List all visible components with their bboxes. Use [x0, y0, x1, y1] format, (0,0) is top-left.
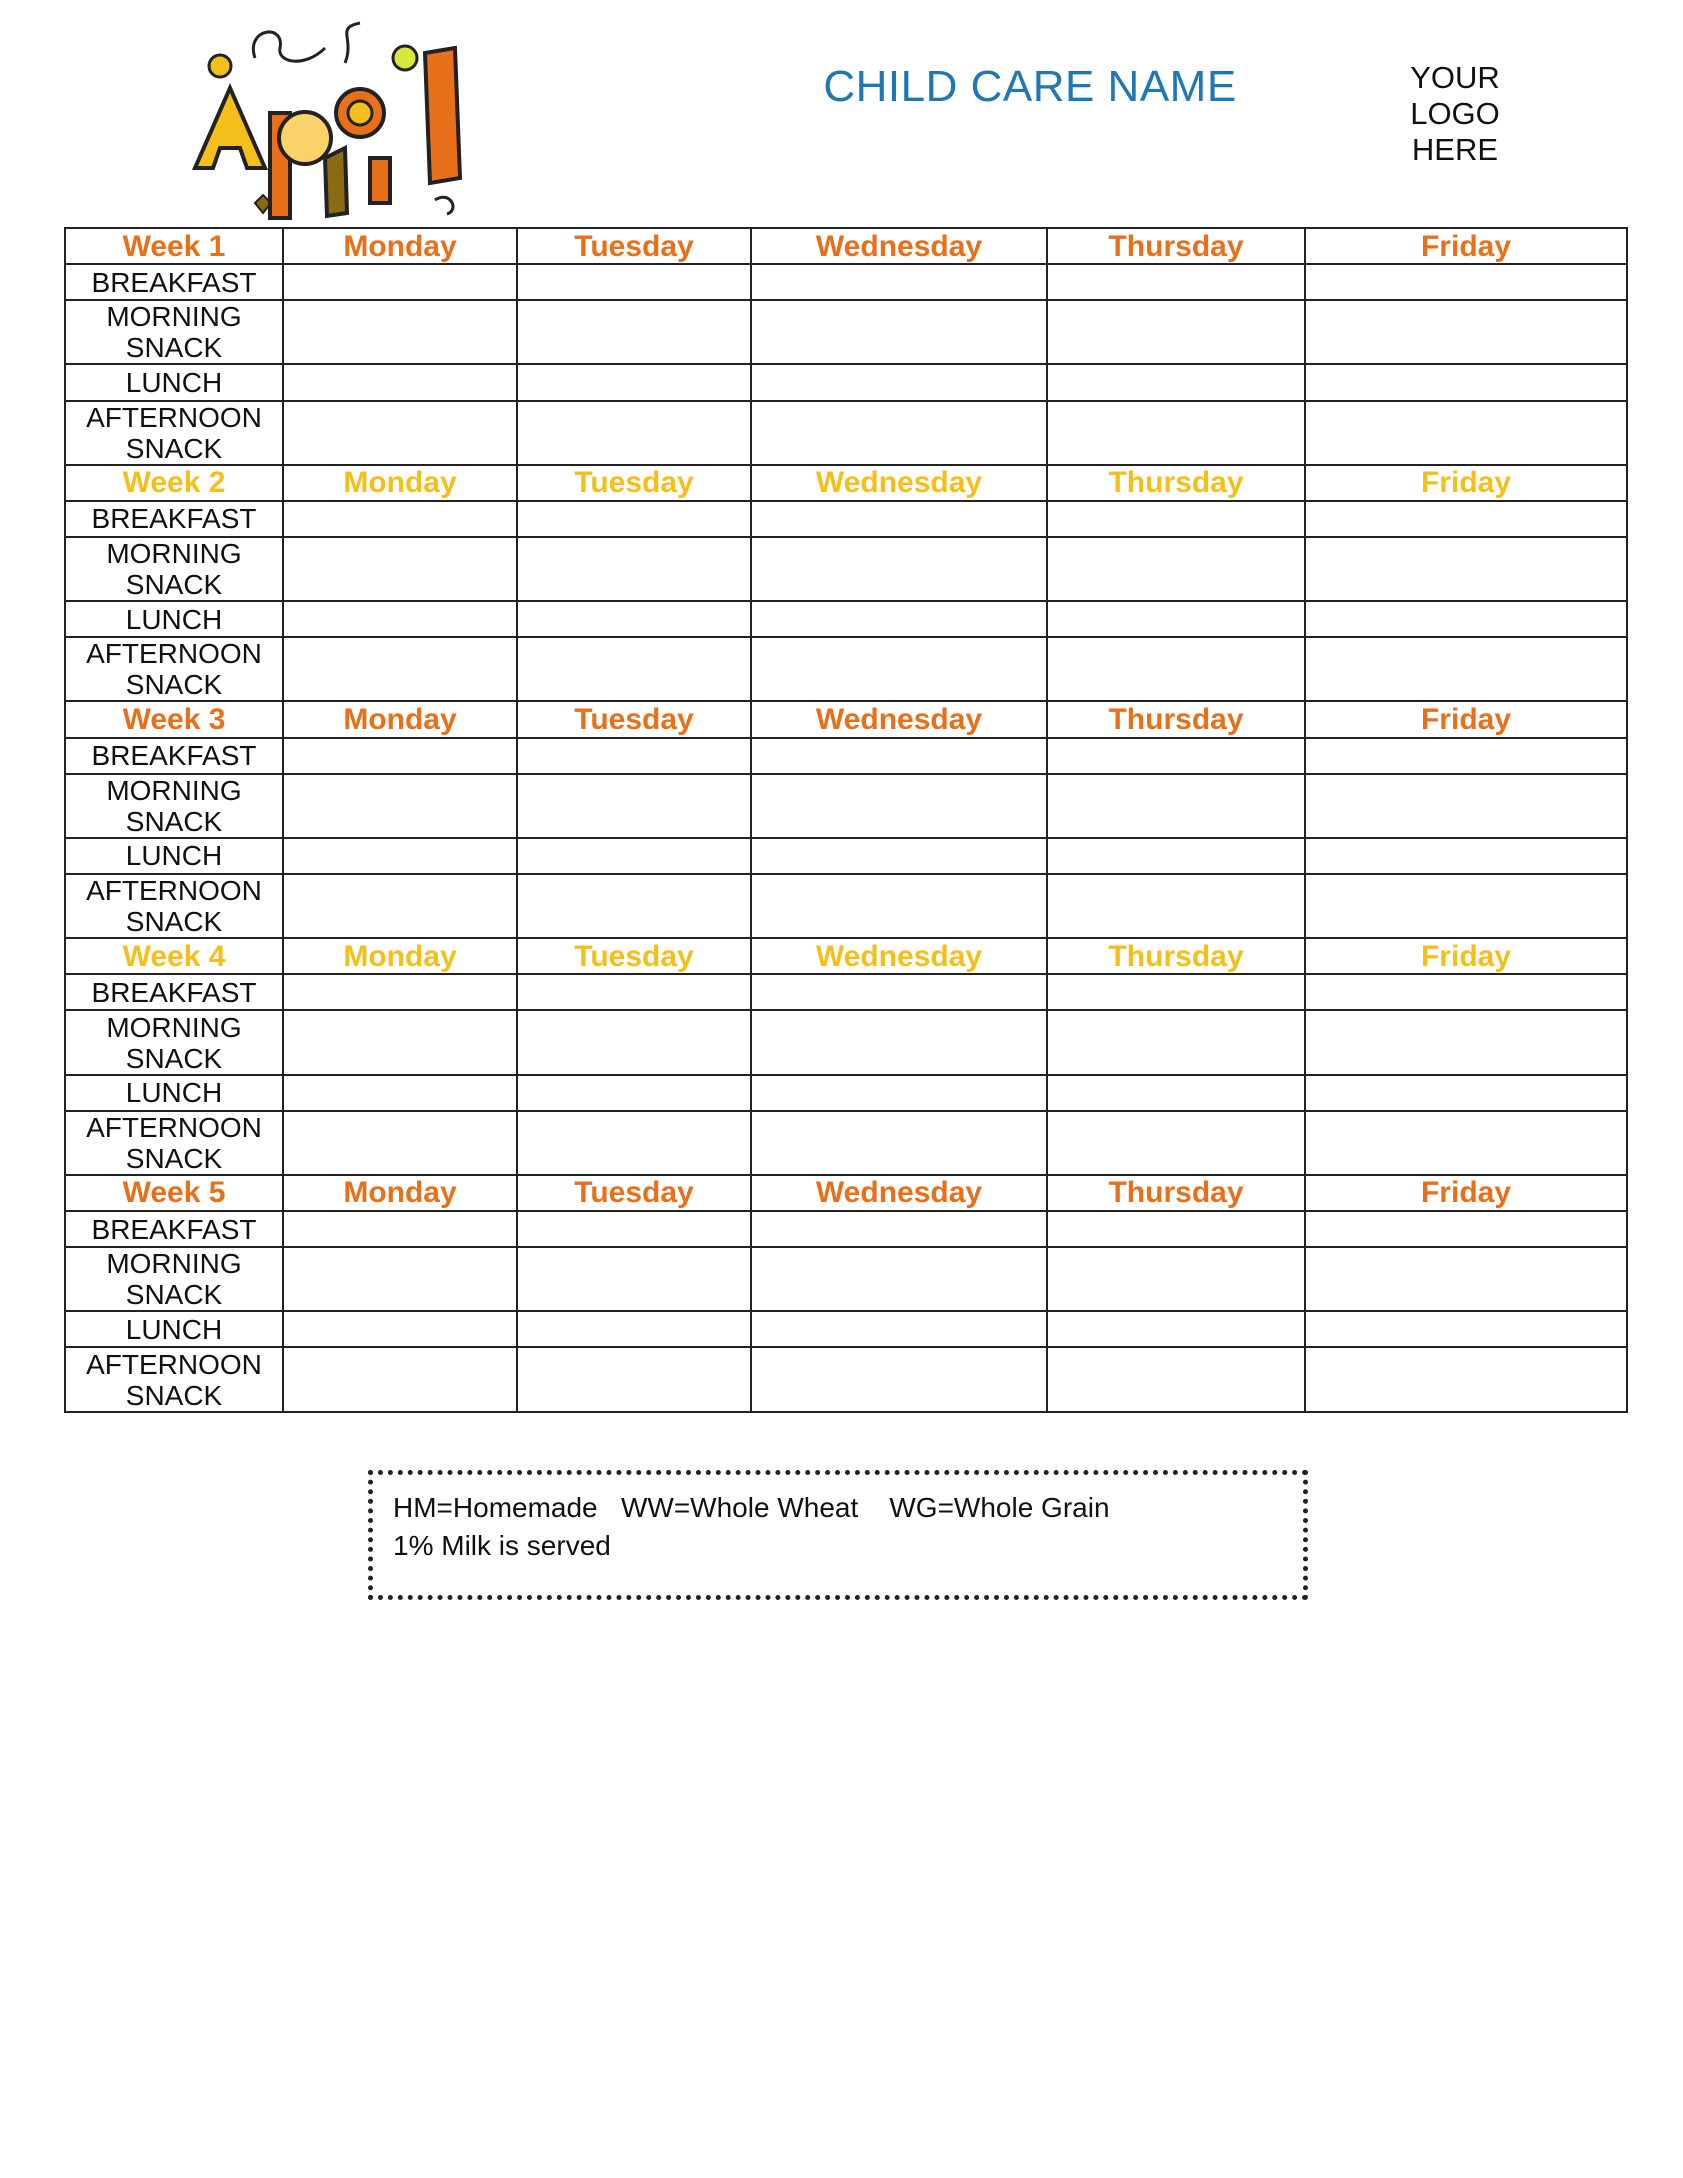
menu-cell[interactable] [517, 974, 751, 1010]
menu-cell[interactable] [1047, 974, 1305, 1010]
day-header: Tuesday [517, 938, 751, 974]
meal-label: LUNCH [65, 838, 283, 874]
meal-row [65, 838, 1627, 874]
meal-label: AFTERNOON SNACK [65, 1347, 283, 1412]
menu-cell[interactable] [1305, 1347, 1627, 1412]
menu-cell[interactable] [1047, 364, 1305, 400]
meal-label: AFTERNOON SNACK [65, 874, 283, 938]
menu-cell[interactable] [751, 1311, 1047, 1347]
menu-cell[interactable] [517, 1111, 751, 1175]
day-header: Monday [283, 465, 517, 501]
day-header: Friday [1305, 1175, 1627, 1211]
menu-cell[interactable] [1305, 364, 1627, 400]
day-header: Tuesday [517, 1175, 751, 1211]
menu-cell[interactable] [1047, 501, 1305, 537]
meal-label: LUNCH [65, 601, 283, 637]
menu-cell[interactable] [1305, 300, 1627, 364]
week-label: Week 3 [65, 701, 283, 737]
menu-cell[interactable] [1047, 1075, 1305, 1111]
week-label: Week 1 [65, 228, 283, 264]
week-header-row [65, 938, 1627, 974]
menu-cell[interactable] [751, 601, 1047, 637]
day-header: Monday [283, 1175, 517, 1211]
meal-label: LUNCH [65, 1311, 283, 1347]
week-label: Week 4 [65, 938, 283, 974]
menu-cell[interactable] [517, 738, 751, 774]
abbreviation-notes-box [368, 1470, 1308, 1600]
day-header: Friday [1305, 465, 1627, 501]
menu-cell[interactable] [751, 1075, 1047, 1111]
logo-placeholder: YOUR LOGO HERE [1410, 60, 1500, 167]
menu-cell[interactable] [517, 264, 751, 300]
day-header: Tuesday [517, 701, 751, 737]
meal-row [65, 874, 1627, 938]
meal-label: MORNING SNACK [65, 537, 283, 601]
april-clipart-logo [185, 18, 495, 223]
meal-row [65, 1247, 1627, 1311]
meal-label: MORNING SNACK [65, 1010, 283, 1074]
meal-row [65, 637, 1627, 701]
menu-cell[interactable] [751, 300, 1047, 364]
menu-cell[interactable] [1305, 1010, 1627, 1074]
week-label: Week 5 [65, 1175, 283, 1211]
menu-cell[interactable] [517, 1347, 751, 1412]
menu-cell[interactable] [517, 1010, 751, 1074]
meal-label: BREAKFAST [65, 974, 283, 1010]
day-header: Friday [1305, 938, 1627, 974]
menu-cell[interactable] [1047, 738, 1305, 774]
menu-cell[interactable] [751, 874, 1047, 938]
meal-row [65, 1211, 1627, 1247]
menu-cell[interactable] [283, 1075, 517, 1111]
menu-cell[interactable] [1305, 501, 1627, 537]
menu-cell[interactable] [751, 1111, 1047, 1175]
menu-cell[interactable] [751, 1347, 1047, 1412]
menu-cell[interactable] [517, 1075, 751, 1111]
menu-cell[interactable] [1305, 1247, 1627, 1311]
menu-cell[interactable] [1305, 974, 1627, 1010]
menu-cell[interactable] [751, 637, 1047, 701]
menu-cell[interactable] [751, 974, 1047, 1010]
day-header: Wednesday [751, 228, 1047, 264]
menu-cell[interactable] [517, 601, 751, 637]
menu-cell[interactable] [283, 501, 517, 537]
menu-cell[interactable] [517, 637, 751, 701]
menu-cell[interactable] [517, 537, 751, 601]
meal-label: MORNING SNACK [65, 300, 283, 364]
menu-cell[interactable] [1047, 300, 1305, 364]
menu-cell[interactable] [1305, 537, 1627, 601]
menu-cell[interactable] [1305, 838, 1627, 874]
day-header: Thursday [1047, 701, 1305, 737]
menu-cell[interactable] [517, 364, 751, 400]
meal-row [65, 401, 1627, 465]
menu-cell[interactable] [751, 364, 1047, 400]
menu-cell[interactable] [283, 401, 517, 465]
menu-cell[interactable] [1047, 537, 1305, 601]
menu-cell[interactable] [283, 1211, 517, 1247]
meal-row [65, 974, 1627, 1010]
menu-cell[interactable] [283, 738, 517, 774]
page-header [0, 0, 1683, 230]
menu-cell[interactable] [1305, 264, 1627, 300]
day-header: Monday [283, 938, 517, 974]
meal-row [65, 264, 1627, 300]
menu-cell[interactable] [1305, 874, 1627, 938]
meal-row [65, 601, 1627, 637]
meal-label: AFTERNOON SNACK [65, 637, 283, 701]
menu-cell[interactable] [1047, 874, 1305, 938]
menu-cell[interactable] [1047, 1211, 1305, 1247]
day-header: Thursday [1047, 1175, 1305, 1211]
day-header: Wednesday [751, 1175, 1047, 1211]
menu-cell[interactable] [1047, 601, 1305, 637]
meal-row [65, 537, 1627, 601]
week-header-row [65, 228, 1627, 264]
menu-cell[interactable] [283, 1311, 517, 1347]
week-label: Week 2 [65, 465, 283, 501]
meal-label: BREAKFAST [65, 738, 283, 774]
abbreviation-legend: HM=Homemade WW=Whole Wheat WG=Whole Grain [393, 1492, 1110, 1523]
meal-label: BREAKFAST [65, 501, 283, 537]
menu-cell[interactable] [1047, 637, 1305, 701]
menu-cell[interactable] [1047, 774, 1305, 838]
day-header: Wednesday [751, 701, 1047, 737]
menu-cell[interactable] [517, 1311, 751, 1347]
meal-label: LUNCH [65, 1075, 283, 1111]
meal-label: AFTERNOON SNACK [65, 1111, 283, 1175]
meal-row [65, 1347, 1627, 1412]
meal-label: MORNING SNACK [65, 774, 283, 838]
menu-cell[interactable] [283, 300, 517, 364]
menu-cell[interactable] [1305, 401, 1627, 465]
menu-cell[interactable] [1047, 1347, 1305, 1412]
menu-cell[interactable] [283, 537, 517, 601]
meal-label: LUNCH [65, 364, 283, 400]
meal-row [65, 738, 1627, 774]
menu-cell[interactable] [1305, 1211, 1627, 1247]
menu-cell[interactable] [283, 838, 517, 874]
meal-label: BREAKFAST [65, 1211, 283, 1247]
menu-cell[interactable] [283, 1247, 517, 1311]
day-header: Wednesday [751, 938, 1047, 974]
menu-cell[interactable] [1047, 1247, 1305, 1311]
menu-cell[interactable] [1047, 1311, 1305, 1347]
menu-cell[interactable] [283, 1347, 517, 1412]
menu-cell[interactable] [751, 401, 1047, 465]
meal-row [65, 1311, 1627, 1347]
milk-note: 1% Milk is served [393, 1530, 611, 1561]
menu-cell[interactable] [283, 1010, 517, 1074]
menu-cell[interactable] [751, 264, 1047, 300]
meal-row [65, 774, 1627, 838]
menu-cell[interactable] [751, 537, 1047, 601]
menu-cell[interactable] [751, 501, 1047, 537]
menu-cell[interactable] [1047, 838, 1305, 874]
day-header: Wednesday [751, 465, 1047, 501]
child-care-name-title: CHILD CARE NAME [823, 62, 1237, 111]
meal-row [65, 364, 1627, 400]
meal-label: AFTERNOON SNACK [65, 401, 283, 465]
menu-cell[interactable] [751, 774, 1047, 838]
menu-cell[interactable] [1305, 637, 1627, 701]
menu-cell[interactable] [1305, 774, 1627, 838]
week-header-row [65, 1175, 1627, 1211]
menu-cell[interactable] [751, 1247, 1047, 1311]
menu-cell[interactable] [517, 1211, 751, 1247]
menu-cell[interactable] [751, 1211, 1047, 1247]
menu-cell[interactable] [517, 501, 751, 537]
day-header: Friday [1305, 701, 1627, 737]
day-header: Thursday [1047, 228, 1305, 264]
menu-cell[interactable] [517, 838, 751, 874]
menu-cell[interactable] [283, 264, 517, 300]
menu-cell[interactable] [1047, 1010, 1305, 1074]
week-header-row [65, 701, 1627, 737]
menu-cell[interactable] [517, 1247, 751, 1311]
menu-cell[interactable] [283, 601, 517, 637]
menu-cell[interactable] [517, 401, 751, 465]
menu-cell[interactable] [1047, 401, 1305, 465]
meal-label: BREAKFAST [65, 264, 283, 300]
menu-cell[interactable] [283, 774, 517, 838]
day-header: Monday [283, 701, 517, 737]
menu-cell[interactable] [1305, 1111, 1627, 1175]
menu-cell[interactable] [283, 974, 517, 1010]
day-header: Tuesday [517, 228, 751, 264]
meal-label: MORNING SNACK [65, 1247, 283, 1311]
meal-row [65, 1075, 1627, 1111]
day-header: Tuesday [517, 465, 751, 501]
menu-cell[interactable] [517, 300, 751, 364]
menu-cell[interactable] [1305, 738, 1627, 774]
menu-cell[interactable] [1305, 601, 1627, 637]
menu-cell[interactable] [283, 874, 517, 938]
day-header: Monday [283, 228, 517, 264]
meal-row [65, 501, 1627, 537]
day-header: Thursday [1047, 465, 1305, 501]
menu-cell[interactable] [1047, 1111, 1305, 1175]
menu-cell[interactable] [751, 838, 1047, 874]
menu-cell[interactable] [283, 637, 517, 701]
menu-cell[interactable] [1047, 264, 1305, 300]
day-header: Friday [1305, 228, 1627, 264]
menu-cell[interactable] [283, 1111, 517, 1175]
menu-cell[interactable] [517, 774, 751, 838]
week-header-row [65, 465, 1627, 501]
meal-row [65, 1111, 1627, 1175]
day-header: Thursday [1047, 938, 1305, 974]
menu-cell[interactable] [283, 364, 517, 400]
monthly-menu-table [64, 227, 1628, 1413]
meal-row [65, 300, 1627, 364]
menu-cell[interactable] [1305, 1075, 1627, 1111]
menu-cell[interactable] [751, 738, 1047, 774]
menu-cell[interactable] [517, 874, 751, 938]
menu-cell[interactable] [1305, 1311, 1627, 1347]
menu-cell[interactable] [751, 1010, 1047, 1074]
meal-row [65, 1010, 1627, 1074]
